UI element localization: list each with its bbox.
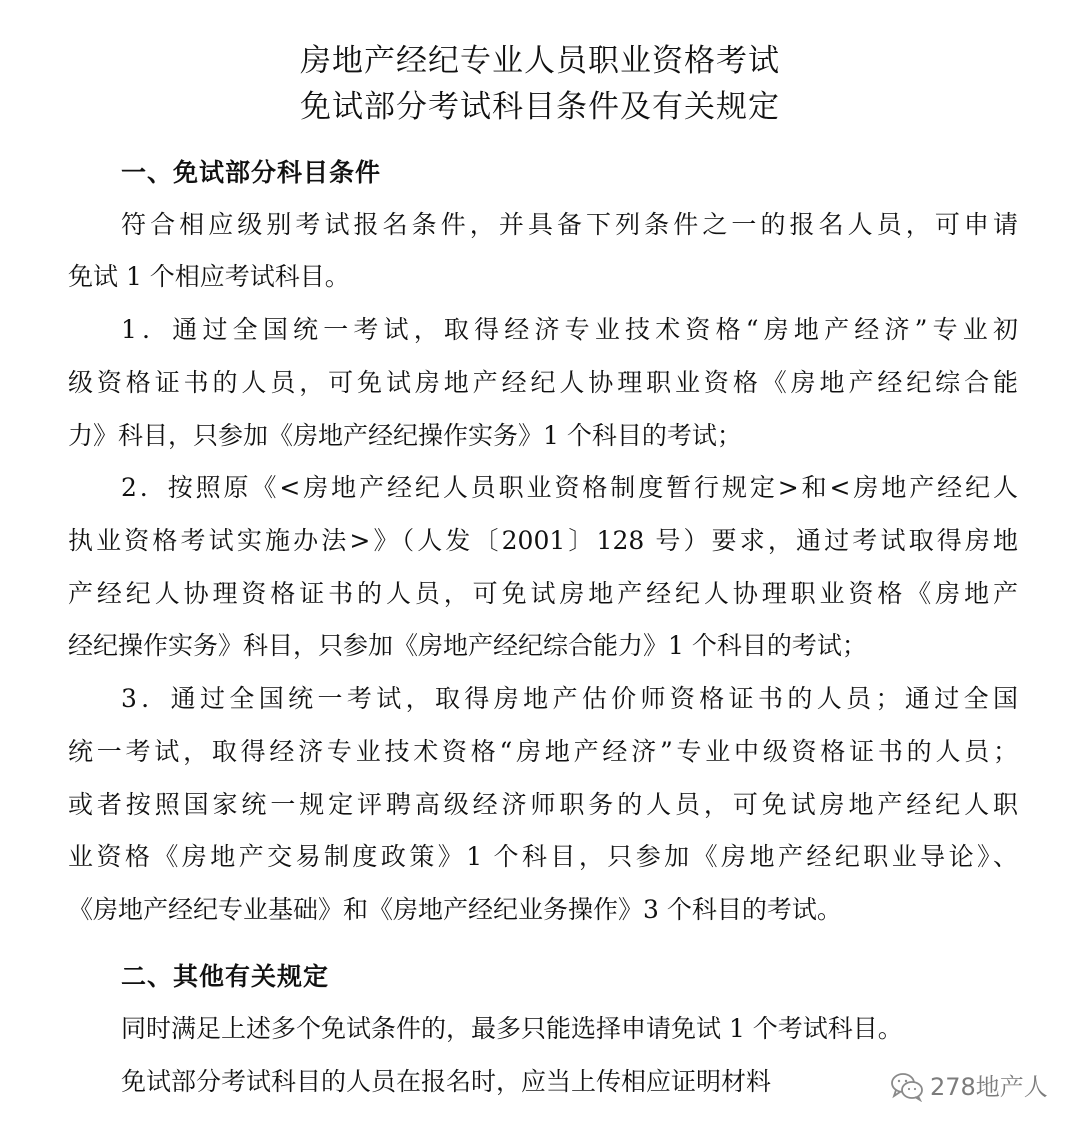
item-1-line-2: 级资格证书的人员，可免试房地产经纪人协理职业资格《房地产经纪综合能 <box>68 368 1018 397</box>
section-1-intro-line-2: 免试 1 个相应考试科目。 <box>68 262 350 291</box>
document-title-line-2: 免试部分考试科目条件及有关规定 <box>300 89 780 125</box>
item-3-line-3: 或者按照国家统一规定评聘高级经济师职务的人员，可免试房地产经纪人职 <box>68 790 1018 819</box>
item-2-line-1: 2．按照原《<房地产经纪人员职业资格制度暂行规定>和<房地产经纪人 <box>121 473 1018 502</box>
item-2-line-2: 执业资格考试实施办法>》（人发〔2001〕128 号）要求，通过考试取得房地 <box>68 526 1018 555</box>
wechat-icon <box>890 1072 924 1102</box>
document-title-line-1: 房地产经纪专业人员职业资格考试 <box>300 43 780 79</box>
item-3-line-4: 业资格《房地产交易制度政策》1 个科目，只参加《房地产经纪职业导论》、 <box>68 842 1018 871</box>
item-3-line-5: 《房地产经纪专业基础》和《房地产经纪业务操作》3 个科目的考试。 <box>68 895 842 924</box>
section-1-heading: 一、免试部分科目条件 <box>121 158 382 187</box>
watermark <box>890 1070 1048 1104</box>
section-1-intro-line-1: 符合相应级别考试报名条件，并具备下列条件之一的报名人员，可申请 <box>121 210 1018 239</box>
watermark-text: 278地产人 <box>930 1073 1048 1101</box>
section-2-paragraph-2: 免试部分考试科目的人员在报名时，应当上传相应证明材料 <box>121 1067 772 1096</box>
item-2-line-4: 经纪操作实务》科目，只参加《房地产经纪综合能力》1 个科目的考试； <box>68 631 867 660</box>
item-3-line-2: 统一考试，取得经济专业技术资格“房地产经济”专业中级资格证书的人员； <box>68 737 1018 766</box>
item-3-line-1: 3．通过全国统一考试，取得房地产估价师资格证书的人员；通过全国 <box>121 684 1018 713</box>
section-2-paragraph-1: 同时满足上述多个免试条件的，最多只能选择申请免试 1 个考试科目。 <box>121 1014 903 1043</box>
item-1-line-1: 1．通过全国统一考试，取得经济专业技术资格“房地产经济”专业初 <box>121 315 1018 344</box>
item-1-line-3: 力》科目，只参加《房地产经纪操作实务》1 个科目的考试； <box>68 421 742 450</box>
section-2-heading: 二、其他有关规定 <box>121 962 330 991</box>
item-2-line-3: 产经纪人协理资格证书的人员，可免试房地产经纪人协理职业资格《房地产 <box>68 579 1018 608</box>
